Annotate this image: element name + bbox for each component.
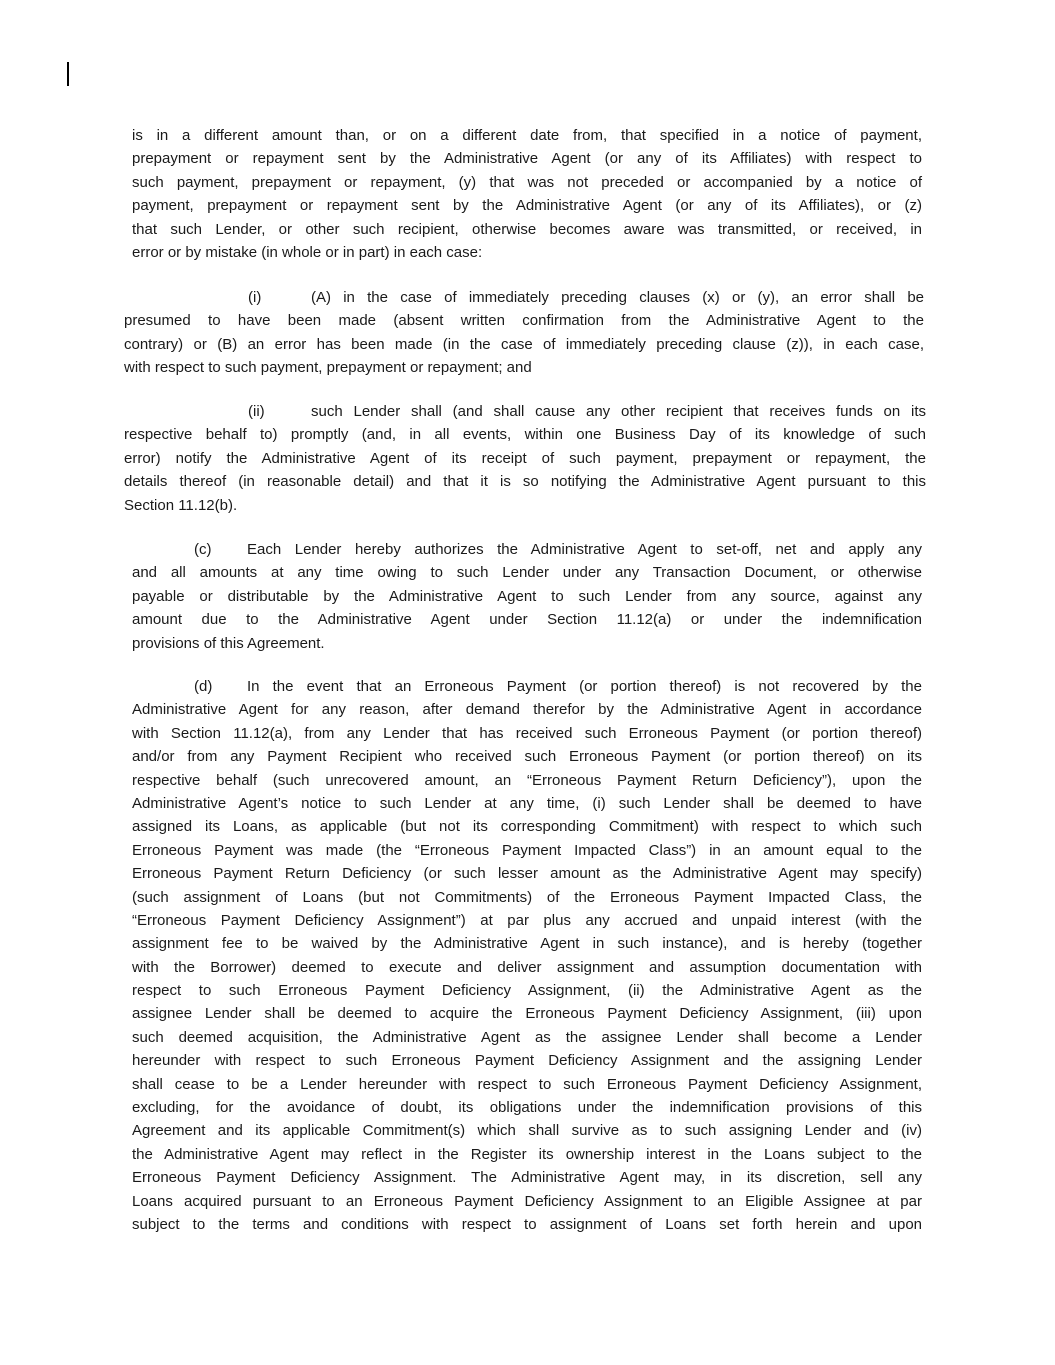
text-line: subject to the terms and conditions with respect to assignment of Loans set forth herein and upon bbox=[132, 1215, 922, 1233]
text-line: assignee Lender shall be deemed to acquire the Erroneous Payment Deficiency Assignment, (iii) upon bbox=[132, 1005, 922, 1023]
text-line: with respect to such payment, prepayment or repayment; and bbox=[124, 359, 532, 377]
text-line: Agreement and its applicable Commitment(s) which shall survive as to such assigning Lender and (iv) bbox=[132, 1122, 922, 1140]
text-line: payment, prepayment or repayment sent by the Administrative Agent (or any of its Affiliates), or (z) bbox=[132, 197, 922, 215]
text-line: Each Lender hereby authorizes the Administrative Agent to set-off, net and apply any bbox=[247, 541, 922, 558]
text-line: excluding, for the avoidance of doubt, its obligations under the indemnification provisions of this bbox=[132, 1099, 922, 1117]
first-line bbox=[124, 286, 924, 309]
text-line: such deemed acquisition, the Administrative Agent as the assignee Lender shall become a Lender bbox=[132, 1028, 922, 1046]
text-cursor bbox=[67, 62, 69, 86]
text-line: contrary) or (B) an error has been made (in the case of immediately preceding clause (z)), in each case, bbox=[124, 335, 924, 353]
text-line: presumed to have been made (absent written confirmation from the Administrative Agent to the bbox=[124, 312, 924, 330]
clause-label: (c) bbox=[194, 541, 212, 558]
text-line: error or by mistake (in whole or in part) in each case: bbox=[132, 243, 483, 261]
paragraph-c bbox=[132, 538, 922, 655]
text-line: “Erroneous Payment Deficiency Assignment”) at par plus any accrued and unpaid interest (with the bbox=[132, 911, 922, 929]
text-line: Erroneous Payment Deficiency Assignment. The Administrative Agent may, in its discretion, sell any bbox=[132, 1169, 922, 1187]
paragraph-clause-i bbox=[124, 286, 924, 380]
text-line: that such Lender, or other such recipient, otherwise becomes aware was transmitted, or received, in bbox=[132, 220, 922, 238]
text-line: Administrative Agent for any reason, after demand therefor by the Administrative Agent in accordance bbox=[132, 701, 922, 719]
text-line: Erroneous Payment was made (the “Erroneous Payment Impacted Class”) in an amount equal to the bbox=[132, 841, 922, 859]
paragraph-continuation bbox=[132, 124, 922, 264]
text-line: and all amounts at any time owing to such Lender under any Transaction Document, or otherwise bbox=[132, 564, 922, 582]
clause-label: (i) bbox=[248, 289, 262, 306]
text-line: with the Borrower) deemed to execute and deliver assignment and assumption documentation with bbox=[132, 958, 922, 976]
text-line: hereunder with respect to such Erroneous Payment Deficiency Assignment and the assigning Lender bbox=[132, 1052, 922, 1070]
first-line bbox=[132, 538, 922, 561]
text-line: (A) in the case of immediately preceding clauses (x) or (y), an error shall be bbox=[311, 289, 924, 306]
clause-label: (ii) bbox=[248, 403, 265, 420]
text-line: such Lender shall (and shall cause any other recipient that receives funds on its bbox=[311, 403, 926, 420]
text-line: is in a different amount than, or on a different date from, that specified in a notice of payment, bbox=[132, 127, 922, 144]
text-line: such payment, prepayment or repayment, (y) that was not preceded or accompanied by a notice of bbox=[132, 173, 922, 191]
text-line: respective behalf to) promptly (and, in all events, within one Business Day of its knowledge of such bbox=[124, 426, 926, 444]
text-line: with Section 11.12(a), from any Lender that has received such Erroneous Payment (or portion thereof) bbox=[132, 724, 922, 742]
text-line: assigned its Loans, as applicable (but not its corresponding Commitment) with respect to which such bbox=[132, 818, 922, 836]
text-line: respective behalf (such unrecovered amount, an “Erroneous Payment Return Deficiency”), upon the bbox=[132, 771, 922, 789]
text-line: payable or distributable by the Administrative Agent to such Lender from any source, against any bbox=[132, 587, 922, 605]
text-line: In the event that an Erroneous Payment (or portion thereof) is not recovered by the bbox=[247, 678, 922, 695]
text-line: shall cease to be a Lender hereunder with respect to such Erroneous Payment Deficiency Assignment, bbox=[132, 1075, 922, 1093]
text-line: provisions of this Agreement. bbox=[132, 634, 325, 652]
text-line: amount due to the Administrative Agent under Section 11.12(a) or under the indemnification bbox=[132, 611, 922, 629]
clause-label: (d) bbox=[194, 678, 213, 695]
text-line: and/or from any Payment Recipient who received such Erroneous Payment (or portion thereof) on its bbox=[132, 748, 922, 766]
text-line: details thereof (in reasonable detail) and that it is so notifying the Administrative Agent pursuant to this bbox=[124, 473, 926, 491]
first-line bbox=[132, 675, 922, 698]
text-line: Loans acquired pursuant to an Erroneous Payment Deficiency Assignment to an Eligible Assignee at par bbox=[132, 1192, 922, 1210]
text-line: prepayment or repayment sent by the Administrative Agent (or any of its Affiliates) with respect to bbox=[132, 150, 922, 168]
text-line: (such assignment of Loans (but not Commitments) of the Erroneous Payment Impacted Class, the bbox=[132, 888, 922, 906]
text-line: the Administrative Agent may reflect in the Register its ownership interest in the Loans subject to the bbox=[132, 1145, 922, 1163]
text-line: assignment fee to be waived by the Administrative Agent in such instance), and is hereby (together bbox=[132, 935, 922, 953]
paragraph-clause-ii bbox=[124, 400, 926, 517]
text-line: error) notify the Administrative Agent of its receipt of such payment, prepayment or repayment, the bbox=[124, 449, 926, 467]
first-line bbox=[124, 400, 926, 423]
text-line: Section 11.12(b). bbox=[124, 496, 238, 514]
text-line: respect to such Erroneous Payment Deficiency Assignment, (ii) the Administrative Agent as the bbox=[132, 982, 922, 1000]
text-line: Erroneous Payment Return Deficiency (or such lesser amount as the Administrative Agent may specify) bbox=[132, 865, 922, 883]
paragraph-d bbox=[132, 675, 922, 1236]
text-line: Administrative Agent’s notice to such Lender at any time, (i) such Lender shall be deemed to have bbox=[132, 794, 922, 812]
